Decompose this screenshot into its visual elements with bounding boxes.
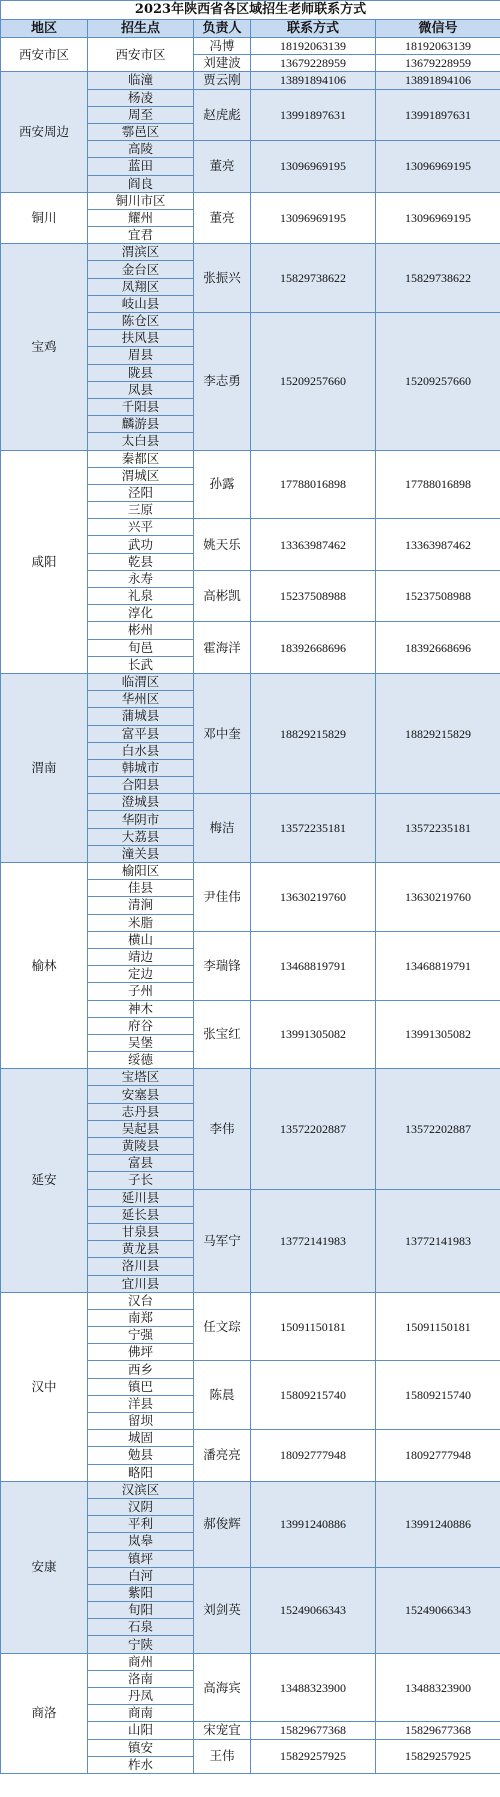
person-cell: 赵虎彪 (194, 89, 251, 141)
wechat-cell: 13363987462 (376, 519, 500, 571)
person-cell: 梅洁 (194, 794, 251, 863)
wechat-cell: 13891894106 (376, 72, 500, 89)
place-cell: 甘泉县 (88, 1223, 194, 1240)
place-cell: 华州区 (88, 691, 194, 708)
region-cell: 榆林 (1, 863, 88, 1069)
place-cell: 府谷 (88, 1017, 194, 1034)
place-cell: 靖边 (88, 948, 194, 965)
place-cell: 勉县 (88, 1447, 194, 1464)
person-cell: 李瑞锋 (194, 931, 251, 1000)
person-cell: 马军宁 (194, 1189, 251, 1292)
phone-cell: 13679228959 (251, 55, 376, 72)
person-cell: 孙露 (194, 450, 251, 519)
person-cell: 霍海洋 (194, 622, 251, 674)
place-cell: 鄠邑区 (88, 123, 194, 140)
place-cell: 凤县 (88, 381, 194, 398)
table-row (1, 1292, 500, 1309)
place-cell: 渭滨区 (88, 244, 194, 261)
wechat-cell: 15249066343 (376, 1567, 500, 1653)
person-cell: 刘建波 (194, 55, 251, 72)
place-cell: 石泉 (88, 1619, 194, 1636)
phone-cell: 15249066343 (251, 1567, 376, 1653)
place-cell: 大荔县 (88, 828, 194, 845)
place-cell: 兴平 (88, 519, 194, 536)
phone-cell: 13468819791 (251, 931, 376, 1000)
place-cell: 榆阳区 (88, 863, 194, 880)
person-cell: 任文琮 (194, 1292, 251, 1361)
place-cell: 佳县 (88, 880, 194, 897)
place-cell: 金台区 (88, 261, 194, 278)
person-cell: 宋宠宜 (194, 1722, 251, 1739)
wechat-cell: 18192063139 (376, 38, 500, 55)
person-cell: 董亮 (194, 192, 251, 244)
place-cell: 镇巴 (88, 1378, 194, 1395)
place-cell: 城固 (88, 1430, 194, 1447)
phone-cell: 15829257925 (251, 1739, 376, 1773)
place-cell: 蒲城县 (88, 708, 194, 725)
phone-cell: 18392668696 (251, 622, 376, 674)
place-cell: 宜川县 (88, 1275, 194, 1292)
phone-cell: 13891894106 (251, 72, 376, 89)
header-person: 负责人 (194, 20, 251, 38)
table-row (1, 673, 500, 690)
place-cell: 子州 (88, 983, 194, 1000)
place-cell: 洋县 (88, 1395, 194, 1412)
wechat-cell: 13096969195 (376, 192, 500, 244)
header-region: 地区 (1, 20, 88, 38)
wechat-cell: 13679228959 (376, 55, 500, 72)
place-cell: 蓝田 (88, 158, 194, 175)
place-cell: 米脂 (88, 914, 194, 931)
place-cell: 汉台 (88, 1292, 194, 1309)
wechat-cell: 13991305082 (376, 1000, 500, 1069)
person-cell: 冯博 (194, 38, 251, 55)
region-cell: 西安市区 (1, 38, 88, 72)
place-cell: 陈仓区 (88, 313, 194, 330)
place-cell: 子长 (88, 1172, 194, 1189)
place-cell: 山阳 (88, 1722, 194, 1739)
header-row (1, 20, 500, 38)
wechat-cell: 15829677368 (376, 1722, 500, 1739)
phone-cell: 17788016898 (251, 450, 376, 519)
place-cell: 太白县 (88, 433, 194, 450)
person-cell: 张宝红 (194, 1000, 251, 1069)
header-phone: 联系方式 (251, 20, 376, 38)
wechat-cell: 18392668696 (376, 622, 500, 674)
person-cell: 潘亮亮 (194, 1430, 251, 1482)
place-cell: 高陵 (88, 141, 194, 158)
table-row (1, 72, 500, 89)
place-cell: 白河 (88, 1567, 194, 1584)
table-title: 2023年陕西省各区域招生老师联系方式 (1, 1, 500, 20)
phone-cell: 15809215740 (251, 1361, 376, 1430)
place-cell: 临渭区 (88, 673, 194, 690)
place-cell: 耀州 (88, 209, 194, 226)
place-cell: 商州 (88, 1653, 194, 1670)
person-cell: 姚天乐 (194, 519, 251, 571)
place-cell: 柞水 (88, 1756, 194, 1773)
place-cell: 临潼 (88, 72, 194, 89)
place-cell: 丹凤 (88, 1688, 194, 1705)
place-cell: 陇县 (88, 364, 194, 381)
person-cell: 刘剑英 (194, 1567, 251, 1653)
place-cell: 延川县 (88, 1189, 194, 1206)
phone-cell: 13991897631 (251, 89, 376, 141)
place-cell: 岐山县 (88, 295, 194, 312)
place-cell: 镇坪 (88, 1550, 194, 1567)
place-cell: 紫阳 (88, 1584, 194, 1601)
phone-cell: 13991240886 (251, 1481, 376, 1567)
place-cell: 合阳县 (88, 777, 194, 794)
phone-cell: 13096969195 (251, 192, 376, 244)
person-cell: 李伟 (194, 1069, 251, 1189)
place-cell: 黄龙县 (88, 1241, 194, 1258)
phone-cell: 13630219760 (251, 863, 376, 932)
table-row (1, 1481, 500, 1498)
region-cell: 西安周边 (1, 72, 88, 192)
place-cell: 神木 (88, 1000, 194, 1017)
place-cell: 商南 (88, 1705, 194, 1722)
place-cell: 武功 (88, 536, 194, 553)
phone-cell: 13991305082 (251, 1000, 376, 1069)
place-cell: 铜川市区 (88, 192, 194, 209)
place-cell: 扶风县 (88, 330, 194, 347)
place-cell: 阎良 (88, 175, 194, 192)
region-cell: 宝鸡 (1, 244, 88, 450)
place-cell: 宜君 (88, 227, 194, 244)
place-cell: 彬州 (88, 622, 194, 639)
person-cell: 陈晨 (194, 1361, 251, 1430)
place-cell: 洛川县 (88, 1258, 194, 1275)
wechat-cell: 13572235181 (376, 794, 500, 863)
table-row (1, 244, 500, 261)
place-cell: 宁强 (88, 1327, 194, 1344)
phone-cell: 13363987462 (251, 519, 376, 571)
wechat-cell: 13468819791 (376, 931, 500, 1000)
place-cell: 乾县 (88, 553, 194, 570)
place-cell: 汉滨区 (88, 1481, 194, 1498)
place-cell: 千阳县 (88, 398, 194, 415)
place-cell: 横山 (88, 931, 194, 948)
place-cell: 韩城市 (88, 759, 194, 776)
place-cell: 宝塔区 (88, 1069, 194, 1086)
place-cell: 南郑 (88, 1309, 194, 1326)
wechat-cell: 13630219760 (376, 863, 500, 932)
phone-cell: 13572235181 (251, 794, 376, 863)
place-cell: 旬阳 (88, 1602, 194, 1619)
place-cell: 渭城区 (88, 467, 194, 484)
place-cell: 淳化 (88, 605, 194, 622)
place-cell: 永寿 (88, 570, 194, 587)
wechat-cell: 13096969195 (376, 141, 500, 193)
wechat-cell: 15209257660 (376, 313, 500, 451)
region-cell: 咸阳 (1, 450, 88, 673)
wechat-cell: 15091150181 (376, 1292, 500, 1361)
table-row (1, 1069, 500, 1086)
phone-cell: 18092777948 (251, 1430, 376, 1482)
place-cell: 佛坪 (88, 1344, 194, 1361)
header-place: 招生点 (88, 20, 194, 38)
wechat-cell: 18092777948 (376, 1430, 500, 1482)
place-cell: 平利 (88, 1516, 194, 1533)
phone-cell: 15829738622 (251, 244, 376, 313)
place-cell: 秦都区 (88, 450, 194, 467)
phone-cell: 15829677368 (251, 1722, 376, 1739)
place-cell: 白水县 (88, 742, 194, 759)
wechat-cell: 13772141983 (376, 1189, 500, 1292)
place-cell: 西安市区 (88, 38, 194, 72)
place-cell: 吴起县 (88, 1120, 194, 1137)
person-cell: 董亮 (194, 141, 251, 193)
person-cell: 郝俊辉 (194, 1481, 251, 1567)
place-cell: 长武 (88, 656, 194, 673)
place-cell: 黄陵县 (88, 1138, 194, 1155)
person-cell: 李志勇 (194, 313, 251, 451)
region-cell: 铜川 (1, 192, 88, 244)
phone-cell: 18829215829 (251, 673, 376, 793)
region-cell: 商洛 (1, 1653, 88, 1773)
wechat-cell: 13991897631 (376, 89, 500, 141)
place-cell: 定边 (88, 966, 194, 983)
wechat-cell: 18829215829 (376, 673, 500, 793)
place-cell: 泾阳 (88, 484, 194, 501)
place-cell: 眉县 (88, 347, 194, 364)
person-cell: 尹佳伟 (194, 863, 251, 932)
phone-cell: 18192063139 (251, 38, 376, 55)
place-cell: 略阳 (88, 1464, 194, 1481)
wechat-cell: 13991240886 (376, 1481, 500, 1567)
place-cell: 安塞县 (88, 1086, 194, 1103)
place-cell: 志丹县 (88, 1103, 194, 1120)
table-row (1, 192, 500, 209)
person-cell: 贾云刚 (194, 72, 251, 89)
wechat-cell: 17788016898 (376, 450, 500, 519)
region-cell: 安康 (1, 1481, 88, 1653)
place-cell: 清涧 (88, 897, 194, 914)
person-cell: 高海宾 (194, 1653, 251, 1722)
person-cell: 邓中奎 (194, 673, 251, 793)
region-cell: 延安 (1, 1069, 88, 1292)
place-cell: 留坝 (88, 1413, 194, 1430)
title-row (1, 1, 500, 20)
phone-cell: 15091150181 (251, 1292, 376, 1361)
place-cell: 宁陕 (88, 1636, 194, 1653)
place-cell: 旬邑 (88, 639, 194, 656)
table-body (1, 1, 500, 1774)
person-cell: 高彬凯 (194, 570, 251, 622)
phone-cell: 15237508988 (251, 570, 376, 622)
table-row (1, 38, 500, 55)
table-row (1, 863, 500, 880)
phone-cell: 13772141983 (251, 1189, 376, 1292)
place-cell: 礼泉 (88, 588, 194, 605)
place-cell: 吴堡 (88, 1034, 194, 1051)
place-cell: 杨凌 (88, 89, 194, 106)
place-cell: 富平县 (88, 725, 194, 742)
place-cell: 麟游县 (88, 416, 194, 433)
person-cell: 王伟 (194, 1739, 251, 1773)
phone-cell: 15209257660 (251, 313, 376, 451)
wechat-cell: 13572202887 (376, 1069, 500, 1189)
place-cell: 华阴市 (88, 811, 194, 828)
phone-cell: 13488323900 (251, 1653, 376, 1722)
place-cell: 周至 (88, 106, 194, 123)
wechat-cell: 15237508988 (376, 570, 500, 622)
region-cell: 渭南 (1, 673, 88, 862)
place-cell: 洛南 (88, 1670, 194, 1687)
wechat-cell: 15829257925 (376, 1739, 500, 1773)
place-cell: 潼关县 (88, 845, 194, 862)
header-wechat: 微信号 (376, 20, 500, 38)
place-cell: 三原 (88, 502, 194, 519)
place-cell: 岚皋 (88, 1533, 194, 1550)
place-cell: 绥德 (88, 1052, 194, 1069)
wechat-cell: 13488323900 (376, 1653, 500, 1722)
place-cell: 延长县 (88, 1206, 194, 1223)
region-cell: 汉中 (1, 1292, 88, 1481)
place-cell: 富县 (88, 1155, 194, 1172)
person-cell: 张振兴 (194, 244, 251, 313)
wechat-cell: 15829738622 (376, 244, 500, 313)
place-cell: 镇安 (88, 1739, 194, 1756)
table-row (1, 450, 500, 467)
wechat-cell: 15809215740 (376, 1361, 500, 1430)
place-cell: 澄城县 (88, 794, 194, 811)
phone-cell: 13572202887 (251, 1069, 376, 1189)
place-cell: 凤翔区 (88, 278, 194, 295)
place-cell: 西乡 (88, 1361, 194, 1378)
phone-cell: 13096969195 (251, 141, 376, 193)
place-cell: 汉阴 (88, 1498, 194, 1515)
table-row (1, 1653, 500, 1670)
